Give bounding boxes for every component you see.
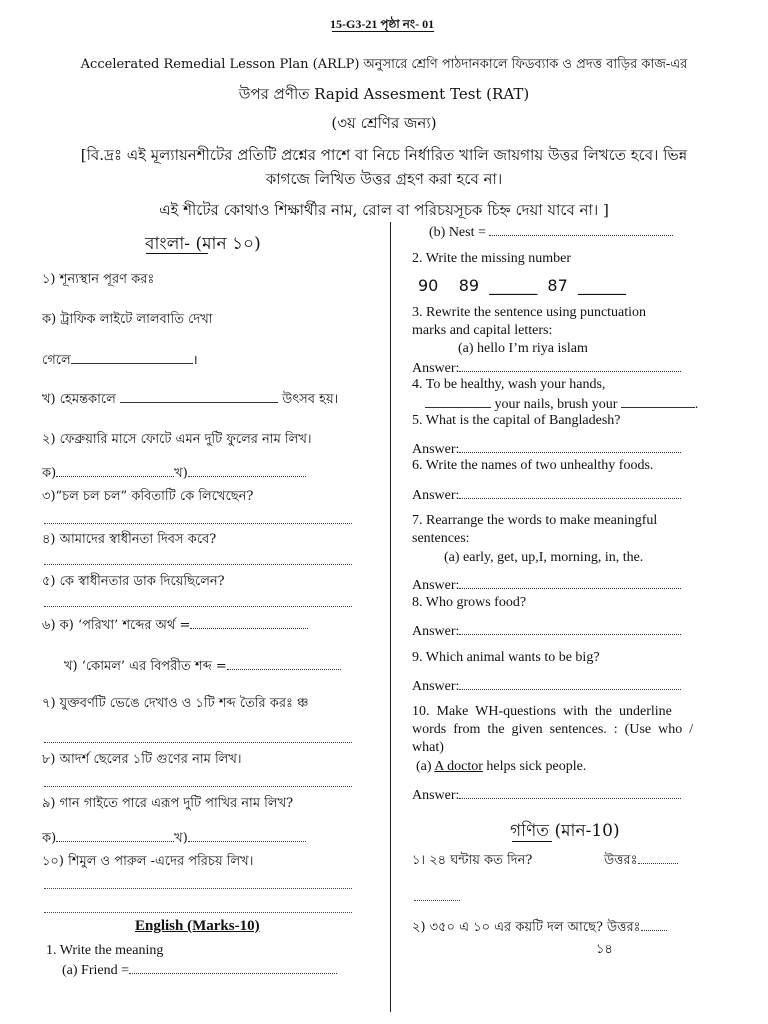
bangla-q6a [42,616,308,637]
bangla-q1b-pre: খ) হেমন্তকালে [42,392,116,407]
bangla-q10-answer-line1[interactable] [44,888,352,889]
bangla-q1b [42,390,338,411]
bangla-section-title: বাংলা- (মান ১০) [145,234,261,254]
header-title-line1: Accelerated Remedial Lesson Plan (ARLP) অনুসারে শ্রেণি পাঠদানকালে ফিডব্যাক ও প্রদত্ত বাড়ির কাজ-এর [80,57,688,72]
english-q10-answer [412,786,681,804]
english-q1b-text: (b) Nest = [429,225,486,240]
bangla-q2: ২) ফেব্রুয়ারি মাসে ফোটে এমন দুটি ফুলের নাম লিখ। [42,432,312,447]
bangla-q3-answer-line[interactable] [44,523,352,524]
english-q1b-blank[interactable] [489,223,673,236]
bangla-q2-ka: ক) [42,466,57,481]
english-q4-line1: 4. To be healthy, wash your hands, [412,377,606,392]
english-q8: 8. Who grows food? [412,595,527,610]
bangla-q9: ৯) গান গাইতে পারে এরূপ দুটি পাখির নাম লিখ? [42,796,294,811]
english-q1a-text: (a) Friend = [62,963,129,978]
english-q7-line2: sentences: [412,531,470,546]
bangla-q5: ৫) কে স্বাধীনতার ডাক দিয়েছিলেন? [42,574,225,589]
english-q7-answer-label: Answer: [412,578,460,593]
bangla-title-underline [146,253,208,254]
bangla-q9-ka: ক) [42,831,57,846]
english-q1a [62,961,337,979]
english-q3-answer-label: Answer: [412,361,460,376]
bangla-q2-kha-blank[interactable] [188,464,306,477]
instruction-line3: এই শীটের কোথাও শিক্ষার্থীর নাম, রোল বা পরিচয়সূচক চিহ্ন দেয়া যাবে না। ] [159,201,609,219]
math-section-title: গণিত (মান-10) [510,821,620,841]
english-q5-answer-label: Answer: [412,442,460,457]
english-q7-answer-blank[interactable] [459,576,681,589]
english-q10-line2: words from the given sentences. : (Use who / [412,722,694,737]
bangla-q1: ১) শূন্যস্থান পূরণ করঃ [42,272,155,287]
english-q10a-post: helps sick people. [486,759,587,774]
english-q7a: (a) early, get, up,I, morning, in, the. [444,550,644,565]
english-q9: 9. Which animal wants to be big? [412,650,600,665]
english-q4-text: your nails, brush your [494,397,618,412]
english-q4-blank1[interactable] [425,395,491,408]
english-q10a-underlined: A doctor [434,759,483,774]
class-note: (৩য় শ্রেণির জন্য) [331,114,437,132]
math-q2-answer-blank[interactable] [641,918,667,931]
bangla-q10: ১০) শিমুল ও পারুল -এদের পরিচয় লিখ। [42,854,254,869]
header-title-line2: উপর প্রণীত Rapid Assesment Test (RAT) [238,85,530,103]
english-q8-answer-label: Answer: [412,624,460,639]
math-q2-text: ২) ৩৫০ এ ১০ এর কয়টি দল আছে? উত্তরঃ [412,920,641,935]
english-q3-line1: 3. Rewrite the sentence using punctuation [412,305,647,320]
math-q1: ১। ২৪ ঘন্টায় কত দিন? [412,853,533,868]
bangla-q9-kha: খ) [174,831,188,846]
bangla-q1a-line1: ক) ট্রাফিক লাইটে লালবাতি দেখা [42,312,213,327]
english-q1a-blank[interactable] [129,961,337,974]
english-q3a: (a) hello I’m riya islam [458,341,588,356]
bangla-q6a-blank[interactable] [190,616,308,629]
page-code: 15-G3-21 পৃষ্ঠা নং- 01 [330,17,435,31]
english-q5-answer [412,440,681,458]
english-q9-answer-blank[interactable] [459,677,681,690]
bangla-q3: ৩)“চল চল চল” কবিতাটি কে লিখেছেন? [42,489,254,504]
bangla-q8: ৮) আদর্শ ছেলের ১টি গুণের নাম লিখ। [42,752,242,767]
bangla-q1a-end: । [192,353,198,368]
bangla-q4-answer-line[interactable] [44,564,352,565]
bangla-q2-kha: খ) [174,466,188,481]
bangla-q10-answer-line2[interactable] [44,912,352,913]
bangla-q6b [64,657,341,678]
math-q1-answer-label: উত্তরঃ [604,853,638,868]
bangla-q8-answer-line[interactable] [44,786,352,787]
english-q10-line1: 10. Make WH-questions with the underline [412,704,672,719]
bangla-q9-answers [42,829,306,850]
bangla-q1b-blank[interactable] [120,390,278,403]
bangla-q5-answer-line[interactable] [44,606,352,607]
english-q1: 1. Write the meaning [46,943,164,958]
english-q6-answer-blank[interactable] [459,486,681,499]
column-divider [390,222,391,1012]
english-q2-numbers: 90 89 ______ 87 ______ [418,276,626,295]
math-q1-answer-blank[interactable] [638,851,678,864]
english-q9-answer-label: Answer: [412,679,460,694]
english-q3-answer [412,359,681,377]
bangla-q1b-post: উৎসব হয়। [282,392,339,407]
math-title-underline [512,841,552,842]
english-q5: 5. What is the capital of Bangladesh? [412,413,621,428]
english-q3-line2: marks and capital letters: [412,323,553,338]
instruction-line1: [বি.দ্রঃ এই মূল্যায়নশীটের প্রতিটি প্রশ্নের পাশে বা নিচে নির্ধারিত খালি জায়গায় উত্তর লিখতে হবে। ভিন্ন [80,146,688,164]
bangla-q6b-text: খ) ‘কোমল’ এর বিপরীত শব্দ = [64,659,227,674]
bangla-q9-kha-blank[interactable] [188,829,306,842]
bangla-q2-ka-blank[interactable] [56,464,174,477]
english-q8-answer-blank[interactable] [459,622,681,635]
english-q10-line3: what) [412,740,444,755]
english-q10a [416,759,586,775]
english-q7-line1: 7. Rearrange the words to make meaningful [412,513,658,528]
math-q1-answer [604,851,678,872]
english-q4-blank2[interactable] [621,395,695,408]
bangla-q7-answer-line[interactable] [44,742,352,743]
english-q7-answer [412,576,681,594]
english-q10-answer-label: Answer: [412,788,460,803]
english-q4-line2 [425,395,698,413]
english-q9-answer [412,677,681,695]
english-section-title: English (Marks-10) [135,918,260,934]
english-q5-answer-blank[interactable] [459,440,681,453]
english-q6: 6. Write the names of two unhealthy foods. [412,458,654,473]
bangla-q2-answers [42,464,306,485]
math-q2 [412,918,667,939]
english-q1b [429,223,673,241]
english-q10a-pre: (a) [416,759,432,774]
instruction-line2: কাগজে লিখিত উত্তর গ্রহণ করা হবে না। [265,170,503,188]
bangla-q1a-blank[interactable] [71,351,193,364]
english-q2: 2. Write the missing number [412,251,571,266]
bangla-q1a-line2 [42,350,198,372]
code-underline [332,31,434,32]
english-q3-answer-blank[interactable] [459,359,681,372]
bangla-q1a-text: গেলে [42,353,71,368]
english-q4-end: . [694,397,699,412]
bangla-q7: ৭) যুক্তবর্ণটি ভেঙে দেখাও ও ১টি শব্দ তৈরি করঃ ঞ্চ [42,696,309,711]
bangla-q4: ৪) আমাদের স্বাধীনতা দিবস কবে? [42,532,217,547]
bangla-q9-ka-blank[interactable] [56,829,174,842]
math-q1-answer-line[interactable] [414,900,460,901]
english-q10-answer-blank[interactable] [459,786,681,799]
english-q6-answer-label: Answer: [412,488,460,503]
page-number: ১৪ [596,942,613,957]
english-q6-answer [412,486,681,504]
bangla-q6a-text: ৬) ক) ‘পরিখা’ শব্দের অর্থ = [42,618,191,633]
bangla-q6b-blank[interactable] [227,657,341,670]
english-q8-answer [412,622,681,640]
